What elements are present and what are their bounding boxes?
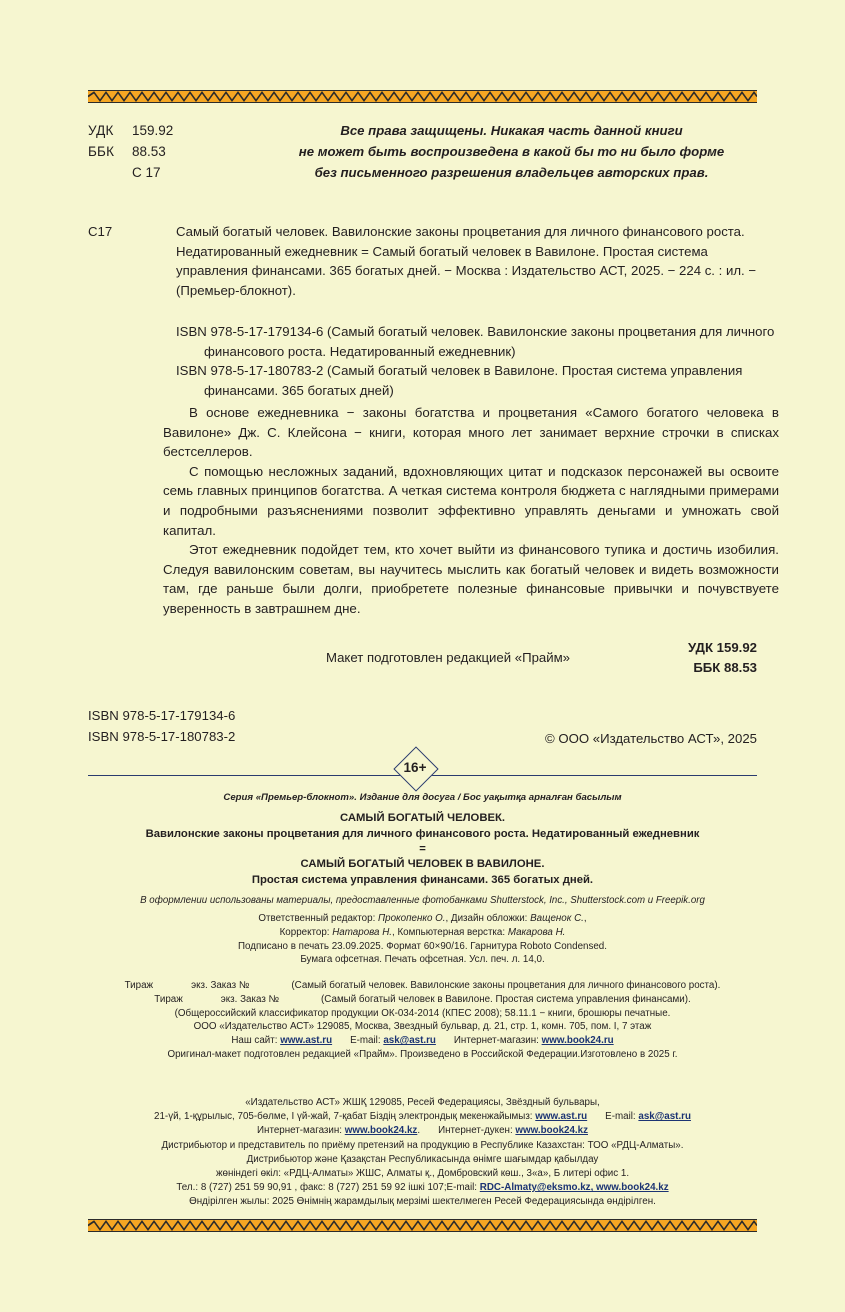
imprint-title-main: САМЫЙ БОГАТЫЙ ЧЕЛОВЕК.	[339, 812, 506, 824]
isbn-entry: ISBN 978-5-17-180783-2 (Самый богатый человек в Вавилоне. Простая система управления финансами. 365 богатых дней)	[176, 363, 743, 398]
cip-description	[176, 222, 774, 300]
print-run-label-1: Тираж	[124, 980, 154, 991]
signature-row	[88, 162, 268, 183]
shop-label: Интернет-магазин:	[453, 1035, 542, 1047]
site-label: Наш сайт:	[231, 1035, 281, 1047]
photobanks-credit: В оформлении использованы материалы, предоставленные фотобанками Shutterstock, Inc., Shutterstock.com и Freepik.org	[140, 895, 705, 906]
order-label-1: экз. Заказ №	[191, 980, 250, 991]
rights-line-2: не может быть воспроизведена в какой бы то ни было форме	[298, 144, 725, 159]
print-signed-line: Подписано в печать 23.09.2025. Формат 60×90/16. Гарнитура Roboto Condensed.	[238, 940, 607, 952]
kz-shop-link-1[interactable]: www.book24.kz	[344, 1125, 418, 1137]
bbk-label: ББК	[88, 144, 115, 159]
annotation-paragraph: Этот ежедневник подойдет тем, кто хочет выйти из финансового тупика и достичь изобилия. Следуя вавилонским советам, вы научитесь мыслить как богатый человек и видеть возможности там, где раньше были долги, приобретете полезные финансовые привычки и почувствуете уверенность в завтрашнем дне.	[163, 542, 779, 616]
kz-line-4: Дистрибьютор и представитель по приёму претензий на продукцию в Республике Казахстан: ТОО «РДЦ-Алматы».	[161, 1139, 684, 1151]
udk-value: 159.92	[132, 123, 174, 138]
typesetter-label: , Компьютерная верстка:	[392, 926, 508, 938]
kz-line-1: «Издательство АСТ» ЖШҚ 129085, Ресей Федерациясы, Звёздный бульвары,	[245, 1097, 600, 1108]
kz-shop-link-2[interactable]: www.book24.kz	[515, 1125, 588, 1137]
imprint-title-sub: Вавилонские законы процветания для личного финансового роста. Недатированный ежедневник	[145, 828, 700, 840]
print-run-row-2	[48, 993, 797, 1007]
maket-credit: Макет подготовлен редакцией «Прайм»	[325, 650, 571, 665]
kz-line-2	[48, 1110, 797, 1124]
editor-name: Прокопенко О.	[378, 913, 446, 924]
ornament-band-top	[88, 90, 757, 103]
kz-email-link[interactable]: ask@ast.ru	[638, 1111, 691, 1123]
kz-line-5: Дистрибьютор және Қазақстан Республикасында өнімге шағымдар қабылдау	[246, 1153, 599, 1165]
product-classifier-line: (Общероссийский классификатор продукции ОК-034-2014 (КПЕС 2008); 58.11.1 − книги, брошюры печатные.	[174, 1007, 671, 1019]
kz-shop-dot: .	[417, 1125, 421, 1137]
footer-isbns	[88, 705, 235, 747]
cover-designer-label: , Дизайн обложки:	[445, 913, 531, 924]
print-run-title-1: (Самый богатый человек. Вавилонские законы процветания для личного финансового роста).	[291, 980, 721, 991]
udk-row	[88, 120, 268, 141]
kz-line-8: Өндірілген жылы: 2025 Өнімнің жарамдылық мерзімі шектелмеген Ресей Федерациясында өндірілген.	[189, 1196, 656, 1208]
origin-line: Оригинал-макет подготовлен редакцией «Прайм». Произведено в Российской Федерации.Изготовлено в 2025 г.	[167, 1048, 678, 1060]
imprint-equals: =	[419, 843, 426, 855]
order-label-2: экз. Заказ №	[220, 993, 280, 1005]
copyright-notice: © ООО «Издательство АСТ», 2025	[544, 731, 757, 746]
kz-line-6: жөніндегі өкіл: «РДЦ-Алматы» ЖШС, Алматы қ., Домбровский көш., 3«а», Б литері офис 1.	[215, 1168, 630, 1180]
print-run-row-1	[48, 979, 797, 993]
paper-line: Бумага офсетная. Печать офсетная. Усл. печ. л. 14,0.	[300, 954, 545, 966]
bbk-row	[88, 141, 268, 162]
email-label: E-mail:	[350, 1035, 384, 1047]
footer-isbn-1: ISBN 978-5-17-179134-6	[88, 708, 236, 723]
kz-contact-link[interactable]: RDC-Almaty@eksmo.kz, www.book24.kz	[479, 1182, 669, 1194]
imprint-block	[48, 791, 797, 967]
rights-notice	[268, 120, 757, 183]
cip-description-text: Самый богатый человек. Вавилонские законы процветания для личного финансового роста. Недатированный ежедневник = Самый богатый человек в Вавилоне. Простая система управления финансами. 365 богатых дней. − Москва : Издательство АСТ, 2025. − 224 с. : ил. − (Премьер-блокнот).	[176, 224, 757, 298]
kz-duken-label: Интернет-дукен:	[438, 1125, 516, 1137]
cover-designer-name: Ващенок С.	[530, 913, 584, 924]
kazakhstan-block	[48, 1096, 797, 1210]
kz-email-label: E-mail:	[605, 1111, 639, 1123]
imprint-title-sub-2: Простая система управления финансами. 365 богатых дней.	[251, 874, 594, 886]
print-run-block	[48, 979, 797, 1062]
contacts-line	[48, 1034, 797, 1048]
maket-bbk: ББК 88.53	[693, 660, 757, 675]
editor-line	[48, 912, 797, 926]
kz-line-3	[48, 1124, 797, 1138]
site-link[interactable]: www.ast.ru	[280, 1035, 333, 1047]
corrector-line	[48, 926, 797, 940]
shop-link[interactable]: www.book24.ru	[541, 1035, 614, 1047]
corrector-label: Корректор:	[279, 926, 333, 938]
annotation	[163, 403, 779, 619]
kz-address-text: 21-үй, 1-құрылыс, 705-бөлме, I үй-жай, 7-қабат Біздің электрондық мекенжайымыз:	[154, 1111, 536, 1123]
isbn-entry: ISBN 978-5-17-179134-6 (Самый богатый человек. Вавилонские законы процветания для личного финансового роста. Недатированный ежедневник)	[176, 324, 775, 359]
kz-line-7	[48, 1181, 797, 1195]
cip-signature: С17	[88, 224, 113, 239]
corrector-name: Натарова Н.	[332, 926, 393, 938]
annotation-paragraph: В основе ежедневника − законы богатства и процветания «Самого богатого человека в Вавилоне» Дж. С. Клейсона − книги, которая много лет занимает верхние строчки в списках бестселлеров.	[163, 405, 779, 460]
imprint-title-main-2: САМЫЙ БОГАТЫЙ ЧЕЛОВЕК В ВАВИЛОНЕ.	[300, 858, 545, 870]
annotation-paragraph: С помощью несложных заданий, вдохновляющих цитат и подсказок персонажей вы освоите семь главных принципов богатства. А четкая система контроля бюджета с наглядными примерами и подробными разъяснениями позволит эффективно управлять деньгами и умножать свой капитал.	[163, 463, 779, 538]
kz-site-link[interactable]: www.ast.ru	[535, 1111, 588, 1123]
print-run-label-2: Тираж	[154, 993, 183, 1005]
publisher-address-line: ООО «Издательство АСТ» 129085, Москва, Звездный бульвар, д. 21, стр. 1, комн. 705, пом. I, 7 этаж	[193, 1021, 652, 1033]
classification-codes	[88, 120, 268, 183]
series-line: Серия «Премьер-блокнот». Издание для досуга / Бос уақытқа арналған басылым	[223, 792, 622, 803]
maket-codes	[688, 638, 757, 678]
ornament-band-bottom	[88, 1219, 757, 1232]
isbn-list	[176, 322, 781, 400]
maket-udk: УДК 159.92	[688, 640, 757, 655]
rights-line-3: без письменного разрешения владельцев авторских прав.	[314, 165, 709, 180]
bbk-value: 88.53	[132, 144, 166, 159]
age-rating-label: 16+	[403, 760, 427, 775]
signature-value: С 17	[132, 165, 161, 180]
typesetter-name: Макарова Н.	[507, 926, 566, 938]
editor-label: Ответственный редактор:	[258, 913, 379, 924]
udk-label: УДК	[88, 123, 114, 138]
zigzag-pattern-icon	[88, 1220, 757, 1231]
zigzag-pattern-icon	[88, 91, 757, 102]
top-row	[88, 120, 757, 183]
cip-record	[88, 222, 778, 300]
print-run-title-2: (Самый богатый человек в Вавилоне. Простая система управления финансами).	[321, 993, 691, 1005]
signature-spacer	[88, 162, 132, 183]
rights-line-1: Все права защищены. Никакая часть данной книги	[340, 123, 683, 138]
email-link[interactable]: ask@ast.ru	[383, 1035, 436, 1047]
kz-phone-text: Тел.: 8 (727) 251 59 90,91 , факс: 8 (727) 251 59 92 ішкі 107;E-mail:	[176, 1182, 480, 1194]
footer-isbn-2: ISBN 978-5-17-180783-2	[88, 729, 236, 744]
editor-line-suffix: ,	[583, 913, 587, 924]
kz-shop-label: Интернет-магазин:	[257, 1125, 345, 1137]
